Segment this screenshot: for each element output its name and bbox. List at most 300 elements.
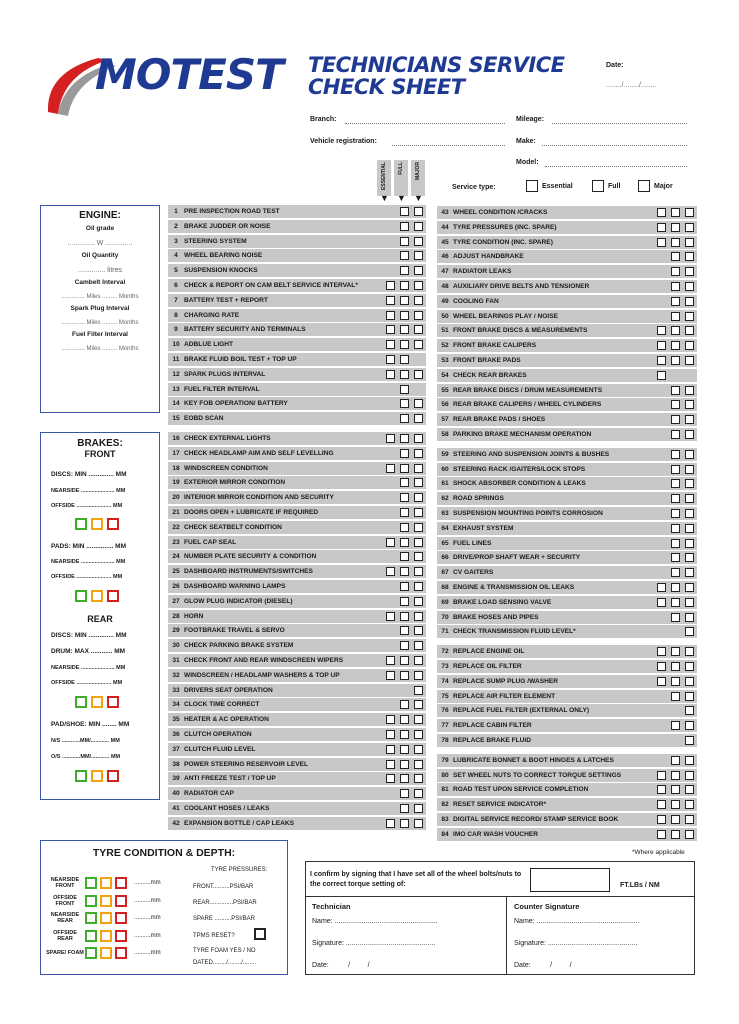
major-checkbox[interactable] [685,465,694,474]
full-checkbox[interactable] [400,745,409,754]
major-checkbox[interactable] [685,267,694,276]
tyre-pressures-label: TYRE PRESSURES: [211,867,268,873]
major-checkbox[interactable] [685,282,694,291]
technician-signature[interactable]: Signature: .............................................. [312,940,436,947]
full-checkbox[interactable] [400,819,409,828]
major-checkbox[interactable] [414,325,423,334]
full-checkbox[interactable] [400,399,409,408]
full-checkbox[interactable] [400,760,409,769]
pads-min-front[interactable]: PADS: MIN ............... MM [51,543,127,550]
major-checkbox[interactable] [685,553,694,562]
tyre-condition-box[interactable] [85,947,97,959]
major-checkbox[interactable] [685,627,694,636]
full-checkbox[interactable] [671,830,680,839]
essential-checkbox[interactable] [657,785,666,794]
major-checkbox[interactable] [414,567,423,576]
major-checkbox[interactable] [414,207,423,216]
major-checkbox[interactable] [685,341,694,350]
major-checkbox[interactable] [685,662,694,671]
full-checkbox[interactable] [671,400,680,409]
full-checkbox[interactable] [400,804,409,813]
rear-offside[interactable]: OFFSIDE ....................... MM [51,680,123,686]
essential-checkbox[interactable] [386,325,395,334]
discs-offside[interactable]: OFFSIDE ....................... MM [51,503,123,509]
counter-name[interactable]: Name: ..................................................... [514,918,640,925]
essential-checkbox[interactable] [386,656,395,665]
major-checkbox[interactable] [685,524,694,533]
full-checkbox[interactable] [671,297,680,306]
tyre-row[interactable] [45,912,161,924]
major-checkbox[interactable] [414,434,423,443]
discs-traffic-light[interactable] [75,517,123,535]
full-checkbox[interactable] [671,465,680,474]
major-checkbox[interactable] [685,450,694,459]
service-type-essential[interactable]: Essential [526,180,573,192]
essential-checkbox[interactable] [386,819,395,828]
tyre-row[interactable] [45,895,161,907]
full-checkbox[interactable] [400,222,409,231]
full-checkbox[interactable] [400,207,409,216]
full-checkbox[interactable] [671,312,680,321]
full-checkbox[interactable] [671,326,680,335]
major-checkbox[interactable] [414,399,423,408]
essential-checkbox[interactable] [657,223,666,232]
pressure-spare[interactable]: SPARE ..........PSI/BAR [193,916,255,922]
item-number: 38 [172,760,180,768]
technician-date[interactable]: Date: / / [312,962,370,969]
essential-checkbox[interactable] [657,208,666,217]
full-checkbox[interactable] [400,434,409,443]
major-checkbox[interactable] [414,340,423,349]
tyre-condition-box[interactable] [100,895,112,907]
essential-checkbox[interactable] [657,326,666,335]
full-checkbox[interactable] [671,509,680,518]
tyre-depth-field[interactable]: ..........mm [134,897,161,904]
item-number: 19 [172,479,180,487]
major-checkbox[interactable] [685,692,694,701]
full-checkbox[interactable] [671,785,680,794]
item-label: REPLACE FUEL FILTER (EXTERNAL ONLY) [453,707,590,715]
major-checkbox[interactable] [685,771,694,780]
essential-checkbox[interactable] [657,815,666,824]
pad-shoe-os[interactable]: O/S ............MM/............ MM [51,754,121,760]
tyre-foam[interactable]: TYRE FOAM YES / NO [193,948,256,954]
full-checkbox[interactable] [400,266,409,275]
full-checkbox[interactable] [671,677,680,686]
major-checkbox[interactable] [685,208,694,217]
model-field[interactable] [545,166,687,167]
item-number: 54 [441,371,449,379]
item-label: REPLACE OIL FILTER [453,663,522,670]
full-checkbox[interactable] [400,626,409,635]
tyre-condition-box[interactable] [100,947,112,959]
full-checkbox[interactable] [400,325,409,334]
essential-checkbox[interactable] [386,612,395,621]
essential-checkbox[interactable] [386,671,395,680]
checklist-item-2 [168,220,426,233]
cambelt-field[interactable]: .............. Miles ......... Months [61,294,139,300]
tyre-depth-field[interactable]: ..........mm [134,932,161,939]
full-checkbox[interactable] [671,598,680,607]
major-checkbox[interactable] [414,582,423,591]
essential-checkbox[interactable] [386,296,395,305]
tyre-condition-box[interactable] [85,877,97,889]
major-checkbox[interactable] [414,686,423,695]
tyre-condition-box[interactable] [100,877,112,889]
major-checkbox[interactable] [685,312,694,321]
item-number: 71 [441,628,449,636]
major-checkbox[interactable] [414,370,423,379]
essential-checkbox[interactable] [386,370,395,379]
essential-checkbox[interactable] [657,356,666,365]
checklist-item-76 [437,704,697,717]
tyre-foam-dated[interactable]: DATED......../......../........ [193,960,257,966]
full-checkbox[interactable] [671,721,680,730]
brakes-title: BRAKES: [77,438,123,449]
full-checkbox[interactable] [400,582,409,591]
technician-name[interactable]: Name: ..................................................... [312,918,438,925]
full-checkbox[interactable] [400,251,409,260]
essential-checkbox[interactable] [657,341,666,350]
major-checkbox[interactable] [685,430,694,439]
full-checkbox[interactable] [671,267,680,276]
major-checkbox[interactable] [685,479,694,488]
major-checkbox[interactable] [414,478,423,487]
mileage-field[interactable] [552,123,687,124]
counter-date[interactable]: Date: / / [514,962,572,969]
major-checkbox[interactable] [414,774,423,783]
full-checkbox[interactable] [400,464,409,473]
major-checkbox[interactable] [685,252,694,261]
essential-checkbox[interactable] [657,583,666,592]
major-checkbox[interactable] [685,297,694,306]
checklist-item-68 [437,581,697,594]
rear-traffic-light[interactable] [75,695,123,713]
counter-signature[interactable]: Signature: .............................................. [514,940,638,947]
full-checkbox[interactable] [671,356,680,365]
major-checkbox[interactable] [414,538,423,547]
essential-checkbox[interactable] [386,340,395,349]
tyre-condition-box[interactable] [100,930,112,942]
item-label: EOBD SCAN [184,415,224,423]
full-checkbox[interactable] [400,281,409,290]
major-checkbox[interactable] [685,415,694,424]
major-checkbox[interactable] [414,222,423,231]
full-checkbox[interactable] [400,449,409,458]
essential-checkbox [386,266,395,275]
essential-checkbox [657,706,666,715]
full-checkbox[interactable] [671,238,680,247]
fuel-field[interactable]: .............. Miles ......... Months [61,346,139,352]
major-checkbox[interactable] [685,830,694,839]
full-checkbox[interactable] [400,641,409,650]
full-checkbox[interactable] [400,414,409,423]
essential-checkbox[interactable] [386,774,395,783]
essential-checkbox [386,385,395,394]
tyre-row[interactable] [45,877,161,889]
full-checkbox[interactable] [671,553,680,562]
full-checkbox[interactable] [671,647,680,656]
major-checkbox[interactable] [414,449,423,458]
essential-checkbox[interactable] [386,311,395,320]
major-checkbox[interactable] [685,539,694,548]
service-type-full[interactable]: Full [592,180,620,192]
full-checkbox[interactable] [671,771,680,780]
checklist-item-58 [437,428,697,441]
full-checkbox[interactable] [400,370,409,379]
major-checkbox[interactable] [414,671,423,680]
checklist-item-22 [168,521,426,534]
major-checkbox[interactable] [414,730,423,739]
full-checkbox[interactable] [400,671,409,680]
major-checkbox[interactable] [414,281,423,290]
make-field[interactable] [542,145,687,146]
full-checkbox[interactable] [400,612,409,621]
major-checkbox[interactable] [414,760,423,769]
essential-checkbox[interactable] [386,464,395,473]
pads-nearside[interactable]: NEARSIDE ...................... MM [51,559,126,565]
full-checkbox[interactable] [400,538,409,547]
pads-offside[interactable]: OFFSIDE ....................... MM [51,574,123,580]
full-checkbox[interactable] [400,355,409,364]
rear-nearside[interactable]: NEARSIDE ...................... MM [51,665,126,671]
major-checkbox[interactable] [414,641,423,650]
full-checkbox[interactable] [400,552,409,561]
item-label: GLOW PLUG INDICATOR (DIESEL) [184,597,293,605]
major-checkbox[interactable] [414,508,423,517]
full-checkbox[interactable] [400,478,409,487]
major-checkbox[interactable] [685,583,694,592]
full-checkbox[interactable] [671,223,680,232]
essential-checkbox[interactable] [386,281,395,290]
full-checkbox[interactable] [671,613,680,622]
full-checkbox[interactable] [671,386,680,395]
full-checkbox[interactable] [671,756,680,765]
major-checkbox[interactable] [685,598,694,607]
major-checkbox[interactable] [414,745,423,754]
full-checkbox[interactable] [671,539,680,548]
major-checkbox[interactable] [685,815,694,824]
major-checkbox[interactable] [414,464,423,473]
full-checkbox[interactable] [400,730,409,739]
pressure-front[interactable]: FRONT..........PSI/BAR [193,884,254,890]
major-checkbox[interactable] [414,237,423,246]
drum-max[interactable]: DRUM: MAX ............ MM [51,648,126,655]
item-number: 8 [174,311,178,319]
full-checkbox[interactable] [400,597,409,606]
full-checkbox[interactable] [400,656,409,665]
item-number: 58 [441,431,449,438]
full-checkbox[interactable] [671,524,680,533]
full-checkbox[interactable] [400,715,409,724]
major-checkbox[interactable] [685,706,694,715]
major-checkbox[interactable] [685,326,694,335]
essential-checkbox[interactable] [657,647,666,656]
discs-min-rear[interactable]: DISCS: MIN .............. MM [51,632,127,639]
full-checkbox[interactable] [400,789,409,798]
major-checkbox[interactable] [685,509,694,518]
essential-checkbox[interactable] [386,538,395,547]
full-checkbox[interactable] [400,523,409,532]
essential-checkbox[interactable] [386,745,395,754]
oil-quantity-field[interactable]: .............. litres [78,267,122,274]
major-checkbox[interactable] [685,800,694,809]
essential-checkbox[interactable] [657,830,666,839]
full-checkbox[interactable] [671,341,680,350]
full-checkbox[interactable] [671,430,680,439]
discs-min-front[interactable]: DISCS: MIN .............. MM [51,471,127,478]
full-checkbox[interactable] [671,479,680,488]
item-label: CHECK HEADLAMP AIM AND SELF LEVELLING [184,449,334,457]
full-checkbox[interactable] [671,415,680,424]
tyre-depth-field[interactable]: ..........mm [134,950,161,956]
full-checkbox[interactable] [400,774,409,783]
essential-checkbox[interactable] [657,662,666,671]
item-number: 66 [441,554,449,562]
item-number: 15 [172,415,180,423]
tyre-condition-box[interactable] [115,930,127,942]
full-checkbox[interactable] [671,692,680,701]
major-checkbox[interactable] [414,626,423,635]
oil-grade-field[interactable]: .............. W .............. [67,240,133,247]
essential-checkbox[interactable] [386,567,395,576]
full-checkbox[interactable] [671,450,680,459]
item-number: 32 [172,671,180,679]
major-checkbox[interactable] [685,736,694,745]
pad-shoe-traffic-light[interactable] [75,769,123,787]
branch-field[interactable] [345,123,505,124]
full-checkbox[interactable] [400,385,409,394]
major-checkbox[interactable] [414,552,423,561]
essential-checkbox[interactable] [386,715,395,724]
checklist-item-67 [437,566,697,579]
item-number: 11 [172,356,180,363]
major-checkbox[interactable] [685,756,694,765]
full-checkbox[interactable] [400,508,409,517]
vehicle-reg-field[interactable] [392,145,505,146]
tyre-condition-box[interactable] [115,877,127,889]
major-checkbox[interactable] [414,266,423,275]
major-checkbox [685,371,694,380]
major-checkbox[interactable] [685,223,694,232]
major-checkbox[interactable] [685,785,694,794]
major-checkbox[interactable] [685,386,694,395]
major-checkbox[interactable] [414,311,423,320]
essential-checkbox [657,494,666,503]
full-checkbox[interactable] [400,700,409,709]
full-checkbox[interactable] [671,208,680,217]
essential-checkbox[interactable] [386,760,395,769]
full-checkbox[interactable] [400,567,409,576]
major-checkbox[interactable] [414,493,423,502]
spark-field[interactable]: .............. Miles ......... Months [61,320,139,326]
full-checkbox[interactable] [400,311,409,320]
full-checkbox[interactable] [671,252,680,261]
essential-checkbox[interactable] [657,800,666,809]
essential-checkbox[interactable] [657,238,666,247]
tyre-condition-box[interactable] [85,912,97,924]
date-field[interactable]: ......../......../........ [606,82,657,89]
full-checkbox[interactable] [671,815,680,824]
major-checkbox[interactable] [414,700,423,709]
full-checkbox[interactable] [400,493,409,502]
tyre-row[interactable] [45,947,161,959]
full-checkbox[interactable] [671,662,680,671]
tyre-condition-box[interactable] [100,912,112,924]
major-checkbox[interactable] [414,612,423,621]
full-checkbox[interactable] [671,583,680,592]
essential-checkbox[interactable] [386,730,395,739]
item-number: 61 [441,480,449,488]
tyre-condition-box[interactable] [115,947,127,959]
major-checkbox[interactable] [414,296,423,305]
pads-traffic-light[interactable] [75,589,123,607]
item-label: SUSPENSION MOUNTING POINTS CORROSION [453,510,603,517]
major-checkbox[interactable] [414,789,423,798]
tyre-condition-box[interactable] [85,895,97,907]
essential-checkbox[interactable] [386,434,395,443]
full-checkbox[interactable] [400,340,409,349]
item-label: FRONT BRAKE DISCS & MEASUREMENTS [453,327,588,335]
full-checkbox[interactable] [671,800,680,809]
major-checkbox[interactable] [414,597,423,606]
essential-checkbox[interactable] [657,771,666,780]
tyre-condition-box[interactable] [85,930,97,942]
major-checkbox[interactable] [414,804,423,813]
pressure-rear[interactable]: REAR..............PSI/BAR [193,900,257,906]
major-checkbox[interactable] [685,400,694,409]
discs-nearside[interactable]: NEARSIDE ...................... MM [51,488,126,494]
full-checkbox[interactable] [400,237,409,246]
major-checkbox[interactable] [414,523,423,532]
essential-checkbox[interactable] [386,355,395,364]
major-checkbox[interactable] [685,647,694,656]
major-checkbox[interactable] [414,414,423,423]
tyre-condition-box[interactable] [115,912,127,924]
major-checkbox[interactable] [685,238,694,247]
major-checkbox[interactable] [685,613,694,622]
tyre-depth-field[interactable]: ..........mm [134,880,161,886]
full-checkbox[interactable] [671,568,680,577]
essential-checkbox[interactable] [657,371,666,380]
major-checkbox[interactable] [685,568,694,577]
item-label: EXHAUST SYSTEM [453,524,514,532]
essential-checkbox[interactable] [657,677,666,686]
full-checkbox[interactable] [671,282,680,291]
item-label: CHECK REAR BRAKES [453,371,527,379]
major-checkbox[interactable] [414,715,423,724]
tyre-depth-field[interactable]: ..........mm [134,915,161,921]
major-checkbox[interactable] [414,656,423,665]
major-checkbox[interactable] [685,721,694,730]
major-checkbox[interactable] [414,819,423,828]
tpms-checkbox[interactable] [254,928,266,940]
pad-shoe-ns[interactable]: N/S ............MM/............ MM [51,738,120,744]
pad-shoe-min[interactable]: PAD/SHOE: MIN ........ MM [51,721,130,728]
tyre-row[interactable] [45,930,161,942]
torque-input[interactable] [530,868,610,892]
service-type-major[interactable]: Major [638,180,673,192]
major-checkbox[interactable] [414,251,423,260]
full-checkbox[interactable] [400,296,409,305]
tyre-condition-box[interactable] [115,895,127,907]
item-label: CLUTCH FLUID LEVEL [184,745,256,753]
major-checkbox[interactable] [685,356,694,365]
major-checkbox[interactable] [685,677,694,686]
essential-checkbox[interactable] [657,598,666,607]
major-checkbox[interactable] [685,494,694,503]
full-checkbox[interactable] [671,494,680,503]
